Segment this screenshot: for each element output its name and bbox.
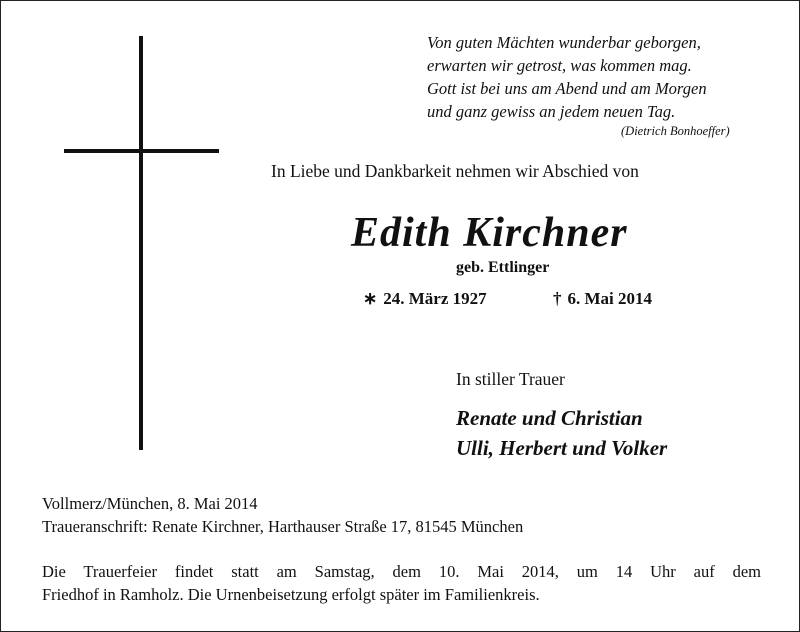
mourner-line: Renate und Christian [456, 406, 643, 430]
poem-line: Gott ist bei uns am Abend und am Morgen [427, 79, 707, 98]
mourning-address: Traueranschrift: Renate Kirchner, Harthauser Straße 17, 81545 München [42, 517, 524, 536]
ceremony-line: Die Trauerfeier findet statt am Samstag, dem 10. Mai 2014, um 14 Uhr auf dem [42, 562, 761, 581]
death-info [553, 289, 652, 309]
poem-line: Von guten Mächten wunderbar geborgen, [427, 33, 701, 52]
mourners-list [456, 403, 667, 463]
cross-horizontal-bar [64, 149, 219, 153]
birth-star-icon: ∗ [363, 289, 378, 308]
poem-author: (Dietrich Bonhoeffer) [621, 124, 730, 138]
death-dagger-icon: † [553, 289, 562, 308]
mourning-phrase: In stiller Trauer [456, 369, 565, 389]
place-date: Vollmerz/München, 8. Mai 2014 [42, 494, 258, 513]
poem-line: und ganz gewiss an jedem neuen Tag. [427, 102, 676, 121]
ceremony-line: Friedhof in Ramholz. Die Urnenbeisetzung erfolgt später im Familienkreis. [42, 585, 540, 604]
death-date: 6. Mai 2014 [567, 289, 653, 308]
birth-date: 24. März 1927 [383, 289, 487, 308]
ceremony-info [42, 560, 761, 606]
intro-text: In Liebe und Dankbarkeit nehmen wir Abschied von [271, 161, 639, 181]
maiden-name: geb. Ettlinger [456, 259, 550, 276]
birth-info [363, 289, 487, 309]
poem-line: erwarten wir getrost, was kommen mag. [427, 56, 692, 75]
cross-vertical-bar [139, 36, 143, 450]
poem [427, 31, 777, 123]
deceased-name: Edith Kirchner [351, 210, 628, 256]
mourner-line: Ulli, Herbert und Volker [456, 436, 668, 460]
